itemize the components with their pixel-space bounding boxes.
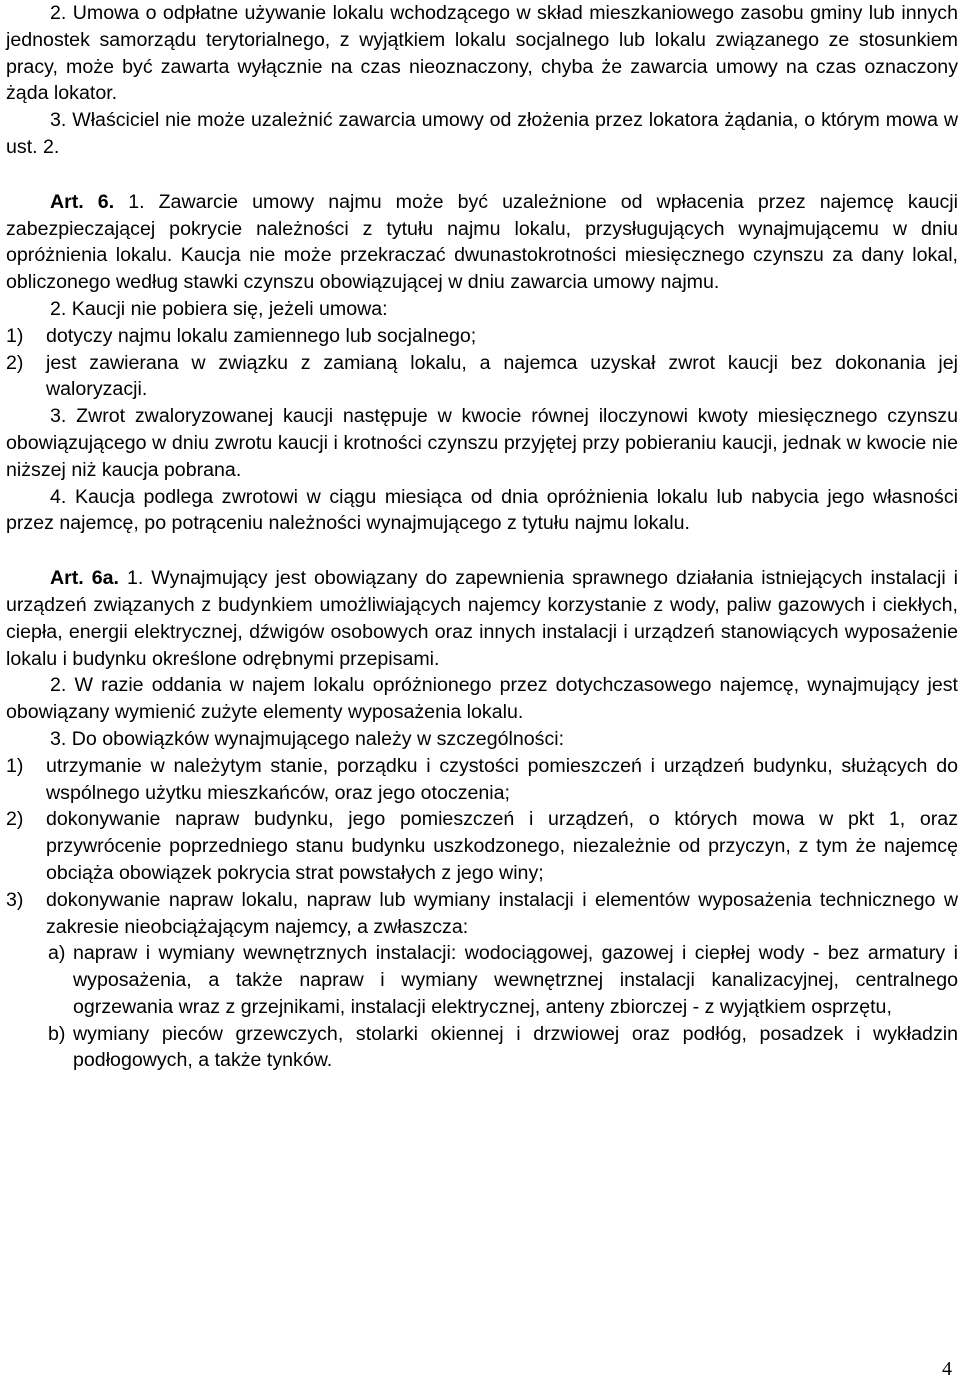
- list-subitem-letter: a): [48, 942, 66, 965]
- article-6a-ust-1-text: 1. Wynajmujący jest obowiązany do zapewnienia sprawnego działania istniejących instalacji i urządzeń związanych z budynkiem umożliwiających najemcy korzystanie z wody, paliw gazowych i ciekłych, ciepła, energii elektrycznej, dźwigów osobowych oraz innych instalacji i urządzeń stanowiących wyposażenie lokalu i budynku określone odrębnymi przepisami.: [6, 567, 959, 670]
- list-item-text: jest zawierana w związku z zamianą lokalu, a najemca uzyskał zwrot kaucji bez dokonania jej waloryzacji.: [46, 351, 958, 401]
- list-item-number: 2): [6, 351, 24, 374]
- list-item: [6, 753, 958, 807]
- list-item-number: 1): [6, 324, 24, 347]
- article-6-heading: Art. 6.: [50, 190, 115, 213]
- article-6a-heading: Art. 6a.: [50, 567, 119, 590]
- list-subitem-text: napraw i wymiany wewnętrznych instalacji: wodociągowej, gazowej i ciepłej wody - bez armatury i wyposażenia, a także napraw i wymiany wewnętrznej instalacji kanalizacyjnej, centralnego ogrzewania wraz z grzejnikami, instalacji elektrycznej, anteny zbiorczej - z wyjątkiem osprzętu,: [73, 942, 958, 1018]
- article-6a-paragraph-2: 2. W razie oddania w najem lokalu opróżnionego przez dotychczasowego najemcę, wynajmujący jest obowiązany wymienić zużyte elementy wyposażenia lokalu.: [6, 674, 958, 724]
- list-subitem: [6, 940, 958, 1020]
- paragraph-ust-2: 2. Umowa o odpłatne używanie lokalu wchodzącego w skład mieszkaniowego zasobu gminy lub innych jednostek samorządu terytorialnego, z wyjątkiem lokalu socjalnego lub lokalu związanego ze stosunkiem pracy, może być zawarta wyłącznie na czas nieoznaczony, chyba że zawarcia umowy na czas oznaczony żąda lokator.: [6, 2, 958, 105]
- article-6-paragraph-3: 3. Zwrot zwaloryzowanej kaucji następuje w kwocie równej iloczynowi kwoty miesięcznego czynszu obowiązującego w dniu zwrotu kaucji i krotności czynszu przyjętej przy pobieraniu kaucji, jednak w kwocie nie niższej niż kaucja pobrana.: [6, 405, 958, 481]
- list-item-number: 2): [6, 808, 24, 831]
- article-6-ust-1-text: 1. Zawarcie umowy najmu może być uzależnione od wpłacenia przez najemcę kaucji zabezpieczającej pokrycie należności z tytułu najmu lokalu, przysługujących wynajmującemu w dniu opróżnienia lokalu. Kaucja nie może przekraczać dwunastokrotności miesięcznego czynszu za dany lokal, obliczonego według stawki czynszu obowiązującej w dniu zawarcia umowy najmu.: [6, 190, 958, 294]
- article-6a-paragraph-1: [6, 565, 958, 672]
- list-item: [6, 323, 958, 350]
- document-page: [6, 0, 958, 1074]
- list-item-text: utrzymanie w należytym stanie, porządku i czystości pomieszczeń i urządzeń budynku, służących do wspólnego użytku mieszkańców, oraz jego otoczenia;: [46, 754, 958, 804]
- list-item-number: 3): [6, 888, 24, 911]
- list-subitem: [6, 1021, 958, 1075]
- list-item: [6, 806, 958, 886]
- list-item-number: 1): [6, 754, 24, 777]
- article-6-paragraph-1: [6, 189, 958, 296]
- article-6-paragraph-4: 4. Kaucja podlega zwrotowi w ciągu miesiąca od dnia opróżnienia lokalu lub nabycia jego własności przez najemcę, po potrąceniu należności wynajmującego z tytułu najmu lokalu.: [6, 485, 958, 535]
- list-item-text: dokonywanie napraw lokalu, napraw lub wymiany instalacji i elementów wyposażenia technicznego w zakresie nieobciążającym najemcy, a zwłaszcza:: [46, 888, 958, 938]
- list-subitem-text: wymiany pieców grzewczych, stolarki okiennej i drzwiowej oraz podłóg, posadzek i wykładzin podłogowych, a także tynków.: [73, 1022, 958, 1072]
- list-subitem-letter: b): [48, 1022, 66, 1045]
- list-item: [6, 887, 958, 941]
- list-item-text: dokonywanie napraw budynku, jego pomieszczeń i urządzeń, o których mowa w pkt 1, oraz przywrócenie poprzedniego stanu budynku uszkodzonego, niezależnie od przyczyn, z tym że najemcę obciąża obowiązek pokrycia strat powstałych z jego winy;: [46, 808, 958, 884]
- article-6-paragraph-2: 2. Kaucji nie pobiera się, jeżeli umowa:: [50, 297, 388, 320]
- page-number: 4: [942, 1358, 952, 1380]
- paragraph-ust-3: 3. Właściciel nie może uzależnić zawarcia umowy od złożenia przez lokatora żądania, o którym mowa w ust. 2.: [6, 109, 958, 158]
- list-item-text: dotyczy najmu lokalu zamiennego lub socjalnego;: [46, 324, 477, 347]
- article-6a-paragraph-3: 3. Do obowiązków wynajmującego należy w szczególności:: [50, 727, 565, 750]
- list-item: [6, 350, 958, 404]
